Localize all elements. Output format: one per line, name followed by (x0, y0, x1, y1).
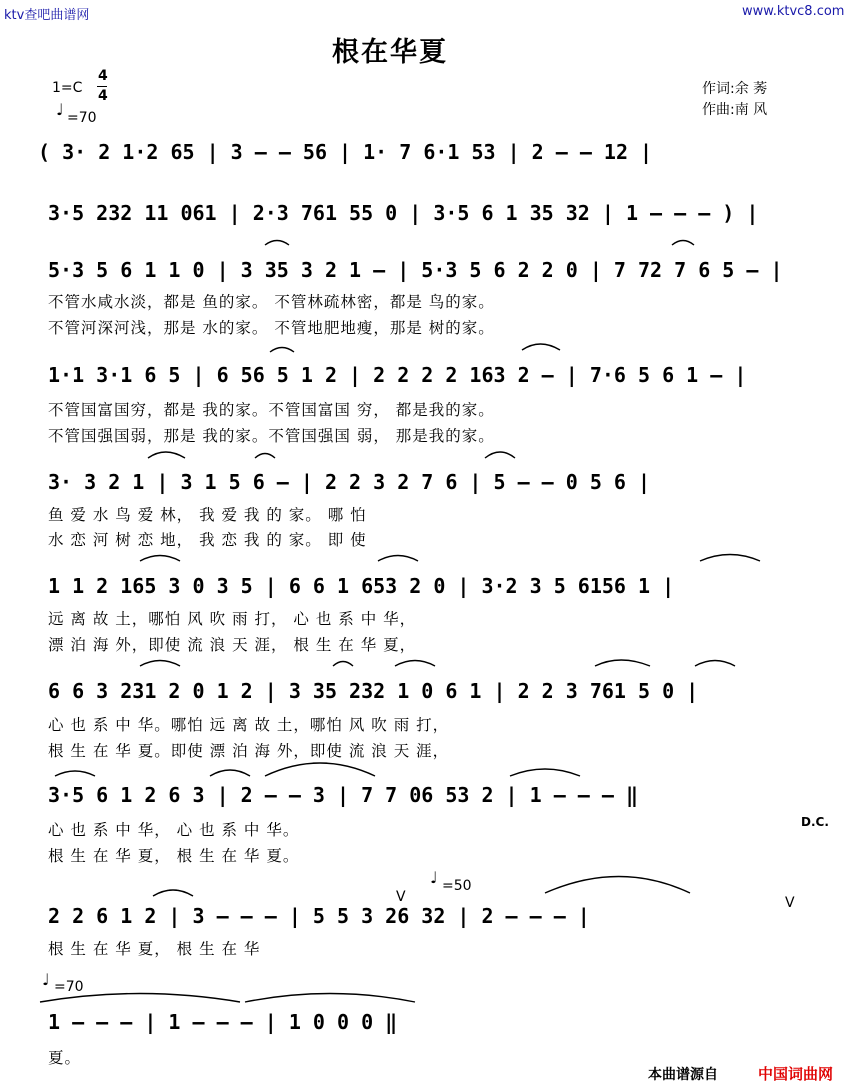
tie-arc (255, 454, 275, 459)
row-10-notes: 1 – – – | 1 – – – | 1 0 0 0 ‖ (48, 1010, 398, 1034)
slur-arc (595, 660, 650, 666)
lyricist: 作词:余 莠 (702, 81, 768, 97)
slur-arc (700, 555, 760, 562)
slur-arc (153, 890, 193, 896)
row-5-lyric-1: 鱼 爱 水 鸟 爱 林， 我 爱 我 的 家。 哪 怕 (48, 506, 367, 524)
slur-arc (695, 661, 735, 667)
slur-arc (522, 344, 560, 350)
row-5-notes: 3· 3 2 1 | 3 1 5 6 – | 2 2 3 2 7 6 | 5 – – 0 5 6 | (48, 470, 651, 494)
tie-arc (270, 348, 294, 353)
row-3-lyric-2: 不管河深河浅，那是 水的家。 不管地肥地瘦，那是 树的家。 (48, 319, 495, 337)
watermark-right: www.ktvc8.com (742, 4, 845, 19)
slur-arc (378, 556, 418, 562)
slur-arc (140, 556, 180, 562)
breath-mark-2: V (785, 895, 795, 911)
row-9-notes: 2 2 6 1 2 | 3 – – – | 5 5 3 26 32 | 2 – – – | (48, 904, 590, 928)
quarter-note-icon: ♩ (56, 100, 64, 119)
row-4-lyric-2: 不管国强国弱，那是 我的家。不管国强国 弱， 那是我的家。 (48, 427, 495, 445)
row-3-lyric-1: 不管水咸水淡，都是 鱼的家。 不管林疏林密，都是 鸟的家。 (48, 293, 495, 311)
quarter-note-icon: ♩ (42, 970, 50, 989)
breath-mark-1: V (396, 889, 406, 905)
slur-arc (265, 763, 375, 776)
row-7-lyric-1: 心 也 系 中 华。哪怕 远 离 故 土，哪怕 风 吹 雨 打， (48, 716, 450, 734)
row-6-lyric-1: 远 离 故 土，哪怕 风 吹 雨 打， 心 也 系 中 华， (48, 610, 417, 628)
tie-arc (40, 994, 240, 1003)
watermark-left: ktv查吧曲谱网 (4, 8, 90, 23)
tempo-marking-return: =70 (54, 979, 84, 995)
row-8-lyric-1: 心 也 系 中 华， 心 也 系 中 华。 (48, 821, 300, 839)
quarter-note-icon: ♩ (430, 868, 438, 887)
slur-arc (55, 771, 95, 776)
row-6-lyric-2: 漂 泊 海 外，即使 流 浪 天 涯， 根 生 在 华 夏， (48, 636, 417, 654)
tie-arc (245, 994, 415, 1003)
row-8-lyric-2: 根 生 在 华 夏， 根 生 在 华 夏。 (48, 847, 300, 865)
row-8-notes: 3·5 6 1 2 6 3 | 2 – – 3 | 7 7 06 53 2 | 1 – – – ‖ (48, 783, 639, 807)
row-10-lyric-1: 夏。 (48, 1049, 82, 1067)
row-6-notes: 1 1 2 165 3 0 3 5 | 6 6 1 653 2 0 | 3·2 3 5 6156 1 | (48, 574, 675, 598)
row-7-notes: 6 6 3 231 2 0 1 2 | 3 35 232 1 0 6 1 | 2 2 3 761 5 0 | (48, 679, 699, 703)
row-7-lyric-2: 根 生 在 华 夏。即使 漂 泊 海 外，即使 流 浪 天 涯， (48, 742, 450, 760)
slur-arc (140, 661, 180, 667)
slur-arc (485, 452, 515, 458)
row-2-notes: 3·5 232 11 061 | 2·3 761 55 0 | 3·5 6 1 35 32 | 1 – – – ) | (48, 201, 759, 225)
time-signature-top: 4 (98, 68, 108, 84)
row-4-lyric-1: 不管国富国穷，都是 我的家。不管国富国 穷， 都是我的家。 (48, 401, 495, 419)
source-site-link[interactable]: 中国词曲网 (758, 1065, 834, 1083)
dc-marking: D.C. (801, 815, 829, 829)
row-5-lyric-2: 水 恋 河 树 恋 地， 我 恋 我 的 家。 即 使 (48, 531, 367, 549)
row-4-notes: 1·1 3·1 6 5 | 6 56 5 1 2 | 2 2 2 2 163 2 – | 7·6 5 6 1 – | (48, 363, 747, 387)
key-signature: 1=C (52, 80, 83, 96)
song-title: 根在华夏 (332, 37, 448, 68)
row-9-lyric-1: 根 生 在 华 夏， 根 生 在 华 (48, 940, 261, 958)
slur-arc (395, 661, 435, 667)
slur-arc (148, 452, 185, 458)
slur-arc (510, 769, 580, 776)
row-1-notes: ( 3· 2 1·2 65 | 3 – – 56 | 1· 7 6·1 53 | 2 – – 12 | (38, 140, 653, 164)
slur-arc (210, 770, 250, 776)
tempo-marking-slow: =50 (442, 878, 472, 894)
tie-arc (333, 662, 353, 667)
composer: 作曲:南 风 (702, 102, 768, 118)
source-label: 本曲谱源自 (648, 1067, 718, 1083)
slur-arc (545, 877, 690, 894)
tie-arc (265, 241, 289, 246)
row-3-notes: 5·3 5 6 1 1 0 | 3 35 3 2 1 – | 5·3 5 6 2 2 0 | 7 72 7 6 5 – | (48, 258, 783, 282)
tempo-marking: =70 (67, 110, 97, 126)
time-signature-bottom: 4 (98, 88, 108, 104)
tie-arc (672, 241, 694, 246)
